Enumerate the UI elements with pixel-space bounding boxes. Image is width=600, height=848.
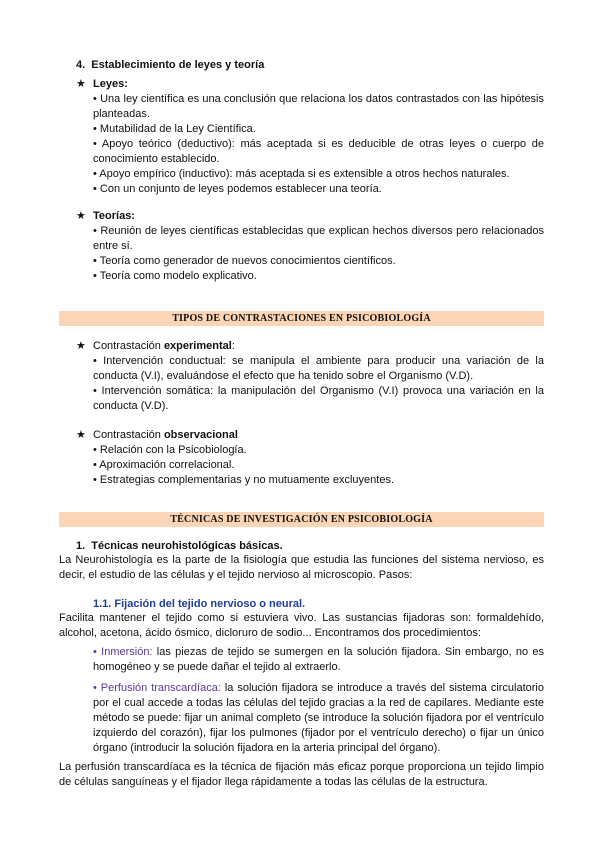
section-heading-band: TIPOS DE CONTRASTACIONES EN PSICOBIOLOGÍA	[59, 311, 544, 326]
observacional-title: Contrastación observacional	[93, 429, 238, 441]
experimental-block	[76, 339, 544, 414]
teorias-title: Teorías:	[93, 210, 135, 222]
leyes-list	[93, 92, 544, 197]
teorias-list	[93, 224, 544, 284]
teorias-block	[76, 209, 544, 284]
tecnicas-title: 1. Técnicas neurohistológicas básicas.	[76, 540, 283, 552]
closing-paragraph: La perfusión transcardíaca es la técnica de fijación más eficaz porque proporciona un tejido limpio de células sanguíneas y el fijador llega rápidamente a todas las células de la estructura.	[59, 761, 544, 788]
inmersion-label: • Inmersión:	[93, 646, 153, 658]
list-item: • Mutabilidad de la Ley Científica.	[93, 123, 256, 135]
tecnicas-intro: La Neurohistología es la parte de la fisiología que estudia las funciones del sistema nervioso, es decir, el estudio de las células y el tejido nervioso al microscopio. Pasos:	[59, 554, 544, 581]
fijacion-subtitle: 1.1. Fijación del tejido nervioso o neural.	[93, 598, 306, 610]
list-item: • Intervención conductual: se manipula el ambiente para producir una variación de la conducta (V.I), evaluándose el efecto que ha tenido sobre el Organismo (V.D).	[93, 355, 544, 382]
star-bullet-icon: ★	[76, 78, 86, 90]
list-item: • Aproximación correlacional.	[93, 459, 235, 471]
list-item: • Relación con la Psicobiología.	[93, 444, 247, 456]
fijacion-intro: Facilita mantener el tejido como si estuviera vivo. Las sustancias fijadoras son: formaldehído, alcohol, acetona, ácido ósmico, dicloruro de sodio... Encontramos dos procedimientos:	[59, 612, 544, 639]
leyes-block	[76, 77, 544, 197]
leyes-title: Leyes:	[93, 78, 128, 90]
observacional-block	[76, 428, 544, 488]
list-item: • Una ley científica es una conclusión que relaciona los datos contrastados con las hipótesis planteadas.	[93, 93, 544, 120]
section-heading-band: TÉCNICAS DE INVESTIGACIÓN EN PSICOBIOLOGÍA	[59, 512, 544, 527]
section-4-title: 4. Establecimiento de leyes y teoría	[76, 59, 265, 71]
list-item: • Con un conjunto de leyes podemos establecer una teoría.	[93, 183, 382, 195]
perfusion-item: • Perfusión transcardíaca: la solución fijadora se introduce a través del sistema circulatorio por el cual accede a todas las células del tejido gracias a la red de capilares. Mediante este método se puede: fijar un animal completo (se introduce la solución fijadora por el ventrículo izquierdo del corazón), fijar los pulmones (fijador por el ventrículo derecho) o fijar un único órgano (introducir la solución fijadora en la arteria principal del órgano).	[93, 682, 544, 754]
list-item: • Apoyo teórico (deductivo): más aceptada si es deducible de otras leyes o cuerpo de conocimiento establecido.	[93, 138, 544, 165]
perfusion-label: • Perfusión transcardíaca:	[93, 682, 221, 694]
star-bullet-icon: ★	[76, 340, 86, 352]
list-item: • Intervención somática: la manipulación del Organismo (V.I) provoca una variación en la conducta (V.D).	[93, 385, 544, 412]
list-item: • Apoyo empírico (inductivo): más aceptada si es extensible a otros hechos naturales.	[93, 168, 510, 180]
list-item: • Teoría como generador de nuevos conocimientos científicos.	[93, 255, 396, 267]
experimental-title: Contrastación experimental:	[93, 340, 235, 352]
experimental-list	[93, 354, 544, 414]
star-bullet-icon: ★	[76, 210, 86, 222]
observacional-list	[93, 443, 544, 488]
star-bullet-icon: ★	[76, 429, 86, 441]
list-item: • Estrategias complementarias y no mutuamente excluyentes.	[93, 474, 394, 486]
inmersion-item: • Inmersión: las piezas de tejido se sumergen en la solución fijadora. Sin embargo, no es homogéneo y se puede dañar el tejido al extraerlo.	[93, 646, 544, 673]
list-item: • Teoría como modelo explicativo.	[93, 270, 257, 282]
list-item: • Reunión de leyes científicas establecidas que explican hechos diversos pero relacionados entre sí.	[93, 225, 544, 252]
